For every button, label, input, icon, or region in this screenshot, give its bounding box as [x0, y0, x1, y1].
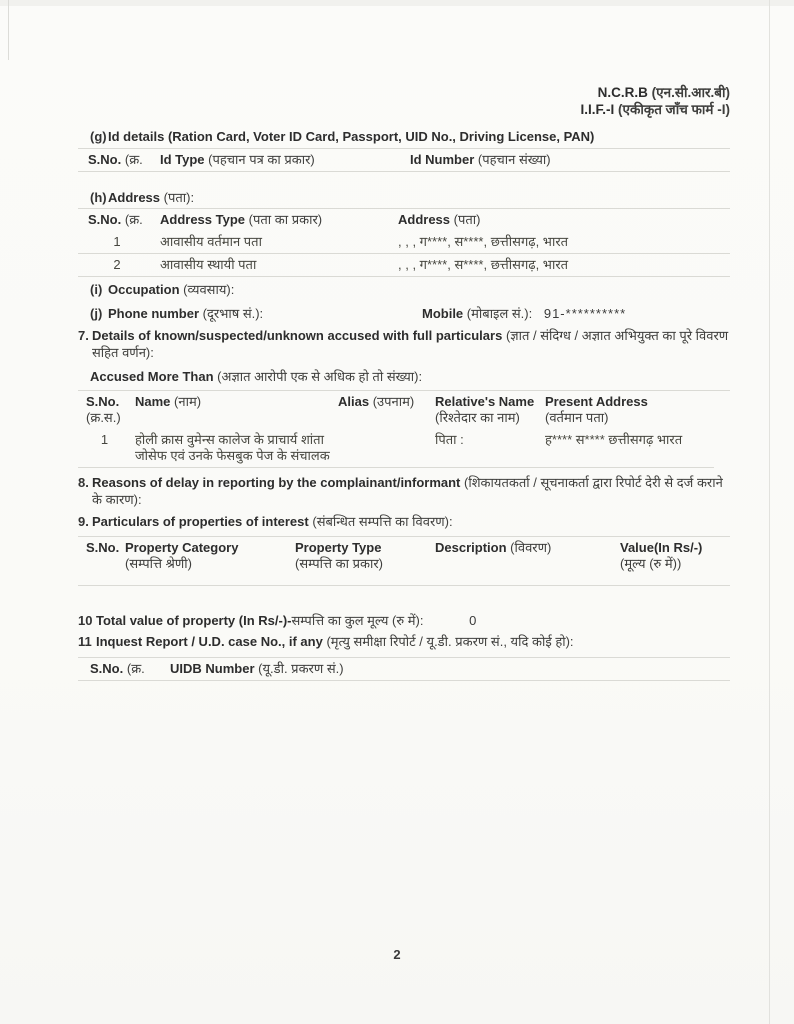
address-table-header — [78, 208, 730, 231]
accused-title: Details of known/suspected/unknown accused with full particulars — [92, 328, 503, 343]
section-delay — [78, 474, 730, 508]
accused-relative-header: Relative's Name (रिश्तेदार का नाम) — [435, 394, 535, 425]
form-name: I.I.F.-I — [580, 102, 615, 117]
mobile-number-value: 91-********** — [543, 306, 627, 321]
section-letter-j: (j) — [90, 306, 103, 321]
occupation-title-hindi: (व्यवसाय): — [183, 282, 235, 297]
section-number-11: 11 — [78, 634, 92, 649]
section-letter-h: (h) — [90, 190, 107, 205]
occupation-title: Occupation — [108, 282, 180, 297]
page-number: 2 — [393, 947, 401, 962]
id-number-header: Id Number (पहचान संख्या) — [410, 152, 551, 167]
accused-row-1 — [78, 429, 730, 468]
section-phone — [78, 305, 730, 322]
accused-title-hindi: (ज्ञात / संदिग्ध / अज्ञात अभियुक्त का पूरे विवरण सहित वर्णन): — [92, 328, 729, 360]
uidb-table-header — [78, 657, 730, 681]
inquest-title: Inquest Report / U.D. case No., if any — [96, 634, 323, 649]
section-id-details — [78, 128, 730, 145]
accused-row-sno: 1 — [78, 429, 135, 468]
address-title-hindi: (पता): — [163, 190, 195, 205]
accused-more-than-hindi: (अज्ञात आरोपी एक से अधिक हो तो संख्या): — [217, 369, 423, 384]
accused-row-present-address: ह**** स**** छत्तीसगढ़ भारत — [545, 429, 714, 468]
address-type-header: Address Type (पता का प्रकार) — [160, 212, 323, 227]
accused-more-than-label: Accused More Than — [90, 369, 214, 384]
section-letter-g: (g) — [90, 129, 107, 144]
properties-table-empty-row — [78, 575, 730, 586]
address-sno-header: S.No. (क्र. — [88, 212, 143, 227]
address-row-2 — [78, 254, 730, 277]
property-type-header: Property Type (सम्पत्ति का प्रकार) — [295, 540, 383, 571]
address-row-sno: 1 — [78, 231, 160, 254]
id-type-header: Id Type (पहचान पत्र का प्रकार) — [160, 152, 315, 167]
mobile-number-field — [422, 305, 626, 322]
section-number-10: 10 — [78, 613, 93, 628]
uidb-number-header: UIDB Number (यू.डी. प्रकरण सं.) — [170, 661, 344, 676]
total-value-title-hindi: सम्पत्ति का कुल मूल्य (रु में): — [291, 613, 424, 628]
total-value-amount: 0 — [469, 613, 477, 628]
properties-table-header — [78, 536, 730, 575]
header-form-line — [78, 101, 730, 118]
section-number-7: 7. — [78, 328, 89, 343]
inquest-title-hindi: (मृत्यु समीक्षा रिपोर्ट / यू.डी. प्रकरण सं., यदि कोई हो): — [326, 634, 574, 649]
address-row-value: , , , ग****, स****, छत्तीसगढ़, भारत — [398, 231, 730, 254]
accused-row-alias — [338, 429, 435, 468]
delay-title: Reasons of delay in reporting by the complainant/informant — [92, 475, 461, 490]
accused-table-header — [78, 390, 730, 429]
address-row-value: , , , ग****, स****, छत्तीसगढ़, भारत — [398, 254, 730, 277]
address-row-type: आवासीय स्थायी पता — [160, 254, 398, 277]
section-number-8: 8. — [78, 475, 89, 490]
property-category-header: Property Category (सम्पत्ति श्रेणी) — [125, 540, 239, 571]
accused-name-header: Name (नाम) — [135, 394, 202, 409]
address-row-type: आवासीय वर्तमान पता — [160, 231, 398, 254]
document-header — [78, 84, 730, 118]
phone-title-hindi: (दूरभाष सं.): — [202, 306, 264, 321]
id-details-table-header — [78, 148, 730, 172]
header-org-line — [78, 84, 730, 101]
org-abbrev: N.C.R.B — [597, 85, 648, 100]
accused-row-relative: पिता : — [435, 429, 545, 468]
total-value-title: Total value of property (In Rs/-)- — [96, 613, 292, 628]
section-occupation — [78, 281, 730, 298]
section-address — [78, 189, 730, 206]
section-accused — [78, 327, 730, 361]
id-sno-header: S.No. (क्र. — [88, 152, 143, 167]
properties-title: Particulars of properties of interest — [92, 514, 309, 529]
section-number-9: 9. — [78, 514, 89, 529]
address-value-header: Address (पता) — [398, 212, 481, 227]
accused-alias-header: Alias (उपनाम) — [338, 394, 415, 409]
delay-title-hindi: (शिकायतकर्ता / सूचनाकर्ता द्वारा रिपोर्ट देरी से दर्ज कराने के कारण): — [92, 475, 723, 507]
uidb-sno-header: S.No. (क्र. — [90, 661, 145, 676]
accused-present-address-header: Present Address (वर्तमान पता) — [545, 394, 648, 425]
accused-sno-header: S.No. (क्र.स.) — [86, 394, 121, 425]
accused-row-name: होली क्रास वुमेन्स कालेज के प्राचार्य शांता जोसेफ एवं उनके फेसबुक पेज के संचालक — [135, 429, 338, 468]
address-title: Address — [108, 190, 161, 205]
mobile-label-hindi: (मोबाइल सं.): — [466, 306, 533, 321]
id-details-title: Id details (Ration Card, Voter ID Card, Passport, UID No., Driving License, PAN) — [108, 129, 595, 144]
property-description-header: Description (विवरण) — [435, 540, 552, 555]
section-total-value — [78, 612, 730, 629]
address-row-sno: 2 — [78, 254, 160, 277]
mobile-label: Mobile — [422, 306, 464, 321]
section-inquest — [78, 633, 730, 650]
property-value-header: Value(In Rs/-) (मूल्य (रु में)) — [620, 540, 703, 571]
address-row-1 — [78, 231, 730, 254]
properties-title-hindi: (संबन्धित सम्पत्ति का विवरण): — [312, 514, 453, 529]
org-abbrev-hindi: (एन.सी.आर.बी) — [651, 85, 730, 100]
phone-title: Phone number — [108, 306, 200, 321]
section-letter-i: (i) — [90, 282, 103, 297]
form-name-hindi: (एकीकृत जाँच फार्म -I) — [618, 102, 730, 117]
accused-more-than — [78, 367, 730, 385]
section-properties — [78, 513, 730, 530]
property-sno-header: S.No. — [86, 540, 120, 555]
